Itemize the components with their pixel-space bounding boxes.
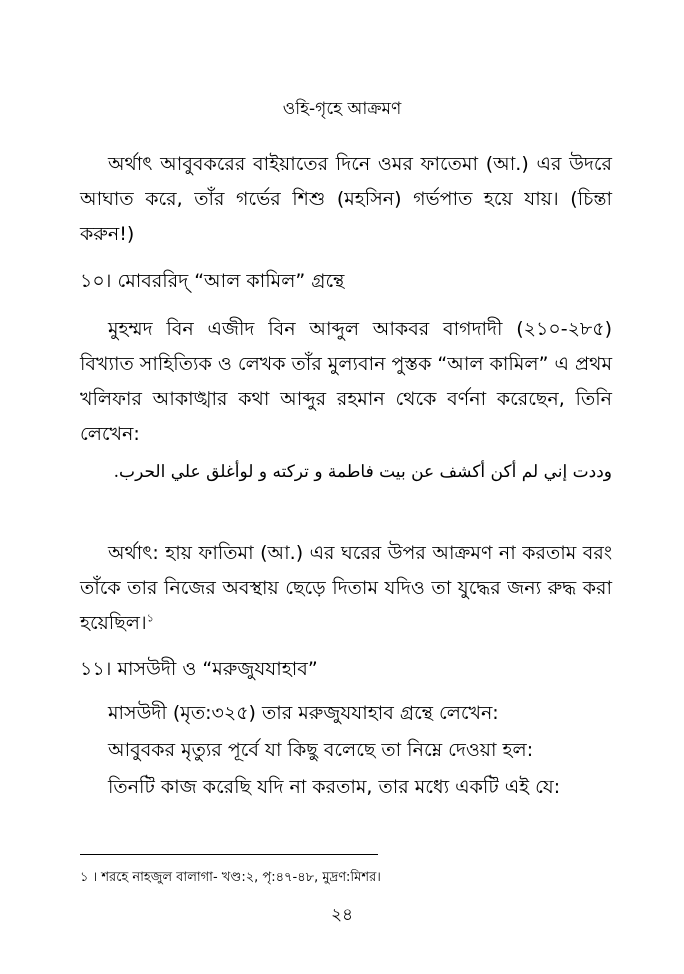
footnote-divider xyxy=(80,854,378,855)
paragraph-6: তিনটি কাজ করেছি যদি না করতাম, তার মধ্যে একটি এই যে: xyxy=(108,776,561,798)
section-heading-10: ১০। মোবররিদ্ “আল কামিল” গ্রন্থে xyxy=(80,270,345,292)
paragraph-1: অর্থাৎ আবুবকরের বাইয়াতের দিনে ওমর ফাতেমা (আ.) এর উদরে আঘাত করে, তাঁর গর্ভের শিশু (মহসিন) গর্ভপাত হয়ে যায়। (চিন্তা করুন!) xyxy=(80,153,612,245)
paragraph-4: মাসউদী (মৃত:৩২৫) তার মরুজুযযাহাব গ্রন্থে লেখেন: xyxy=(108,702,499,724)
footnote: ১ । শরহে নাহজুল বালাগা- খণ্ড:২, পৃ:৪৭-৪৮, মুদ্রণ:মিশর। xyxy=(80,870,381,885)
page-number: ২৪ xyxy=(330,905,354,925)
paragraph-2: মুহম্মদ বিন এজীদ বিন আব্দুল আকবর বাগদাদী (২১০-২৮৫) বিখ্যাত সাহিত্যিক ও লেখক তাঁর মুল্যবান পুস্তক “আল কামিল” এ প্রথম খলিফার আকাঙ্খার কথা আব্দুর রহমান থেকে বর্ণনা করেছেন, তিনি লেখেন: xyxy=(80,318,612,445)
paragraph-5: আবুবকর মৃত্যুর পূর্বে যা কিছু বলেছে তা নিম্নে দেওয়া হল: xyxy=(108,739,534,761)
paragraph-3-text: অর্থাৎ: হায় ফাতিমা (আ.) এর ঘরের উপর আক্রমণ না করতাম বরং তাঁকে তার নিজের অবস্থায় ছেড়ে দিতাম যদিও তা যুদ্ধের জন্য রুদ্ধ করা হয়েছিল। xyxy=(80,542,612,634)
arabic-quote: وددت إني لم أكن أكشف عن بيت فاطمة و تركته و لوأغلق علي الحرب. xyxy=(113,462,612,482)
section-heading-11: ১১। মাসউদী ও “মরুজুযযাহাব” xyxy=(80,658,318,680)
footnote-reference: ১ xyxy=(146,611,154,625)
paragraph-3 xyxy=(80,536,612,641)
running-header: ওহি-গৃহে আক্রমণ xyxy=(282,99,402,119)
